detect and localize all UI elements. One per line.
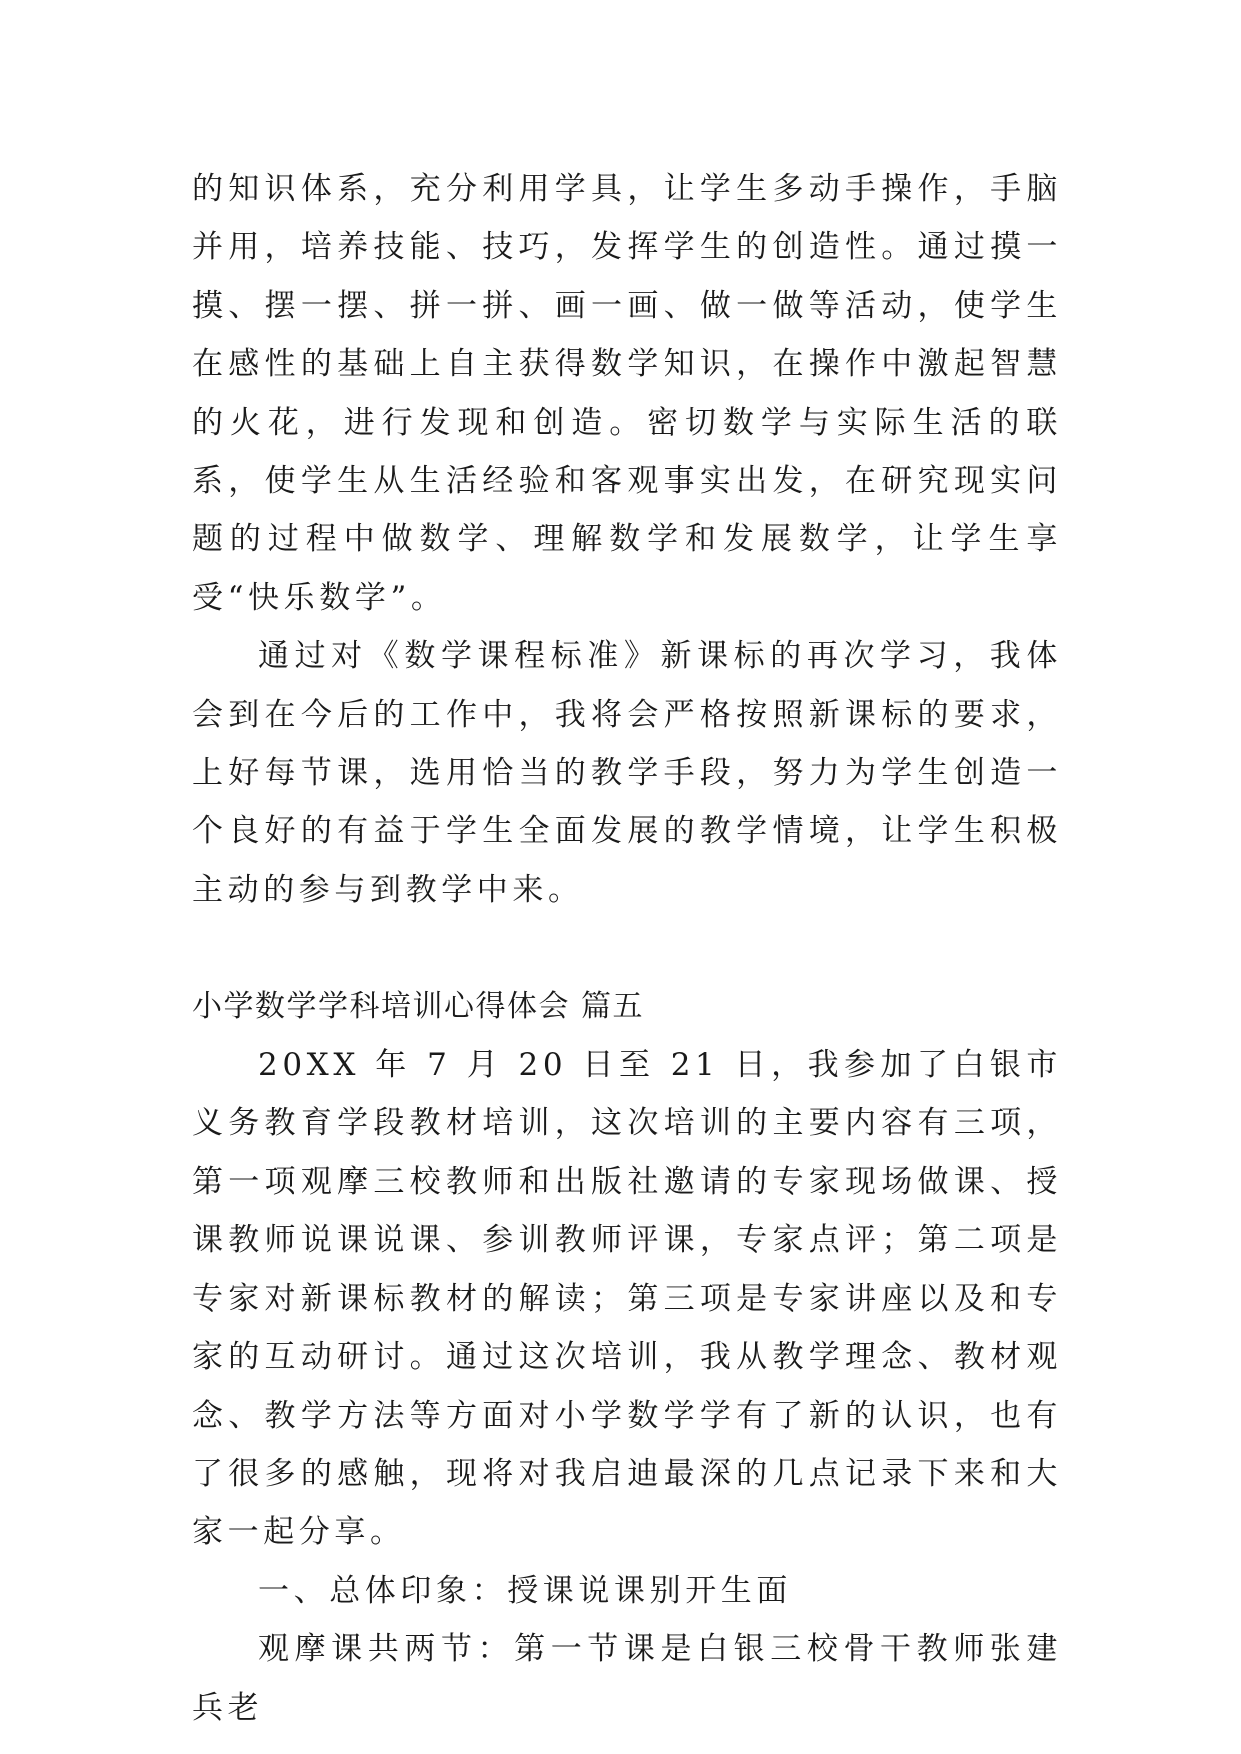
paragraph-training-intro: 20XX 年 7 月 20 日至 21 日，我参加了白银市义务教育学段教材培训，这次培训的主要内容有三项，第一项观摩三校教师和出版社邀请的专家现场做课、授课教师说课说课、参训教师评课，专家点评；第二项是专家对新课标教材的解读；第三项是专家讲座以及和专家的互动研讨。通过这次培训，我从教学理念、教材观念、教学方法等方面对小学数学学有了新的认识，也有了很多的感触，现将对我启迪最深的几点记录下来和大家一起分享。 [192,1047,1062,1551]
paragraph-continuation: 的知识体系，充分利用学具，让学生多动手操作，手脑并用，培养技能、技巧，发挥学生的创造性。通过摸一摸、摆一摆、拼一拼、画一画、做一做等活动，使学生在感性的基础上自主获得数学知识，在操作中激起智慧的火花，进行发现和创造。密切数学与实际生活的联系，使学生从生活经验和客观事实出发，在研究现实问题的过程中做数学、理解数学和发展数学，让学生享受“快乐数学”。 [192,171,1062,616]
subheading-overall-impression: 一、总体印象：授课说课别开生面 [258,1572,792,1609]
section-title: 小学数学学科培训心得体会 篇五 [192,988,645,1024]
section-spacer [192,919,1062,977]
document-body [192,160,1062,1737]
paragraph-observation-lessons: 观摩课共两节：第一节课是白银三校骨干教师张建兵老 [192,1631,1062,1726]
paragraph-reflection: 通过对《数学课程标准》新课标的再次学习，我体会到在今后的工作中，我将会严格按照新课标的要求，上好每节课，选用恰当的教学手段，努力为学生创造一个良好的有益于学生全面发展的教学情境，让学生积极主动的参与到教学中来。 [192,638,1062,908]
